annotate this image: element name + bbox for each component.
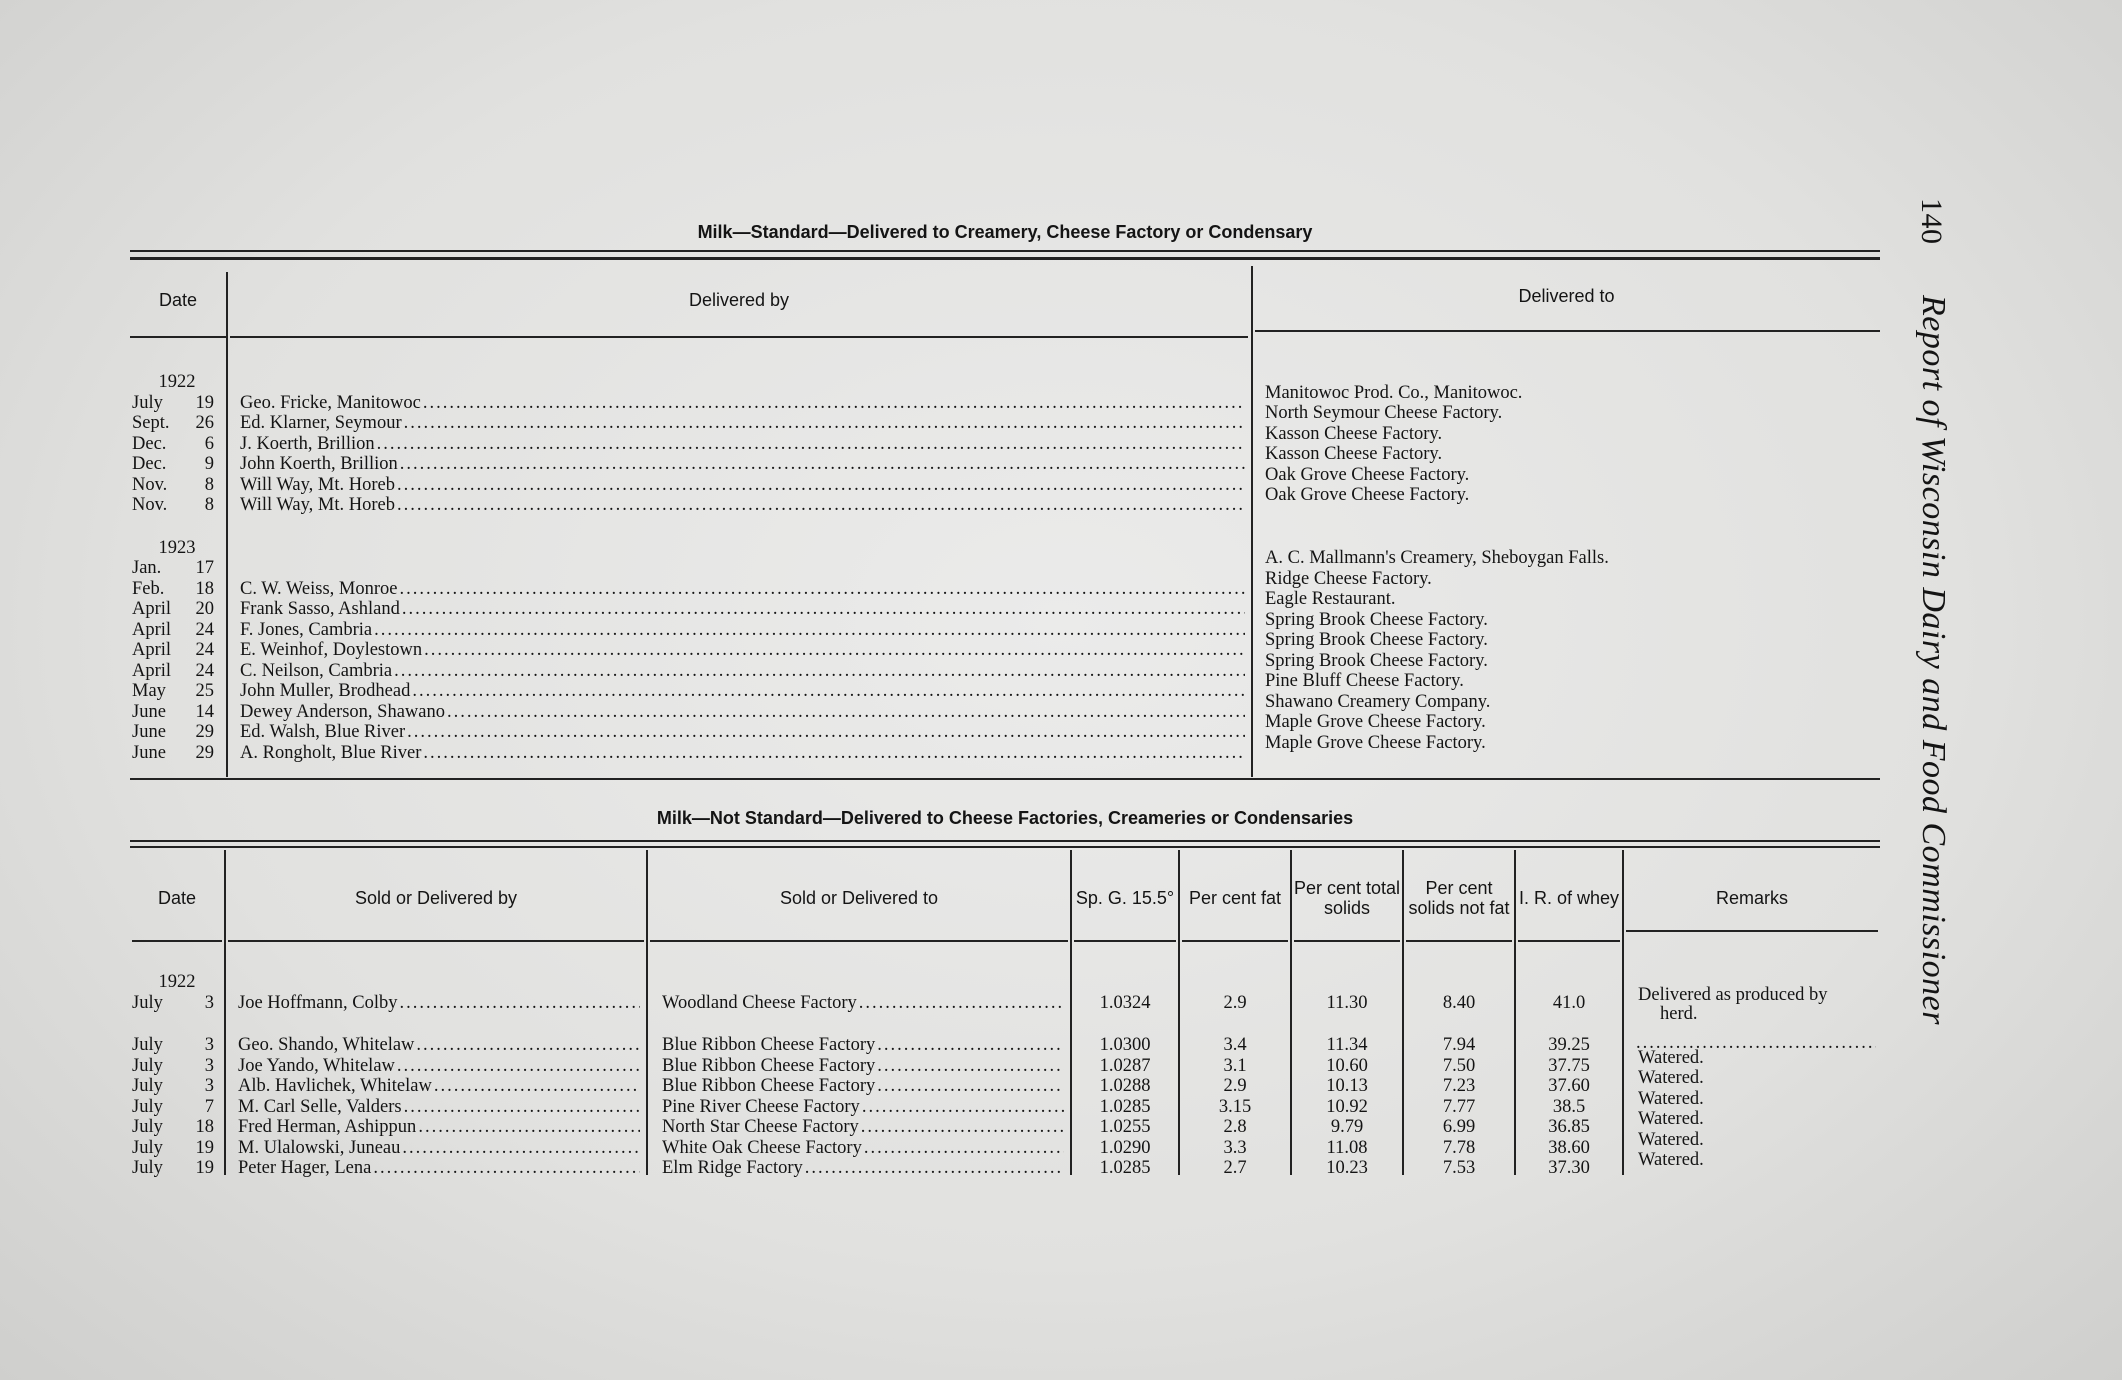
delivered-by xyxy=(240,454,1245,474)
table2-top-rule xyxy=(130,840,1880,842)
date-cell xyxy=(132,620,214,640)
date-day: 3 xyxy=(204,1035,214,1055)
sold-by xyxy=(238,993,640,1013)
table1-title: Milk—Standard—Delivered to Creamery, Cheese Factory or Condensary xyxy=(697,222,1313,242)
table2-header-snf: Per cent solids not fat xyxy=(1408,878,1510,918)
value-fat: 2.7 xyxy=(1223,1158,1247,1178)
delivered-by xyxy=(240,599,1245,619)
table1-header-rule xyxy=(230,336,1248,338)
delivered-by-text: Will Way, Mt. Horeb xyxy=(240,474,395,495)
date-day: 9 xyxy=(204,454,214,474)
value-ir: 38.5 xyxy=(1552,1096,1586,1117)
date-cell xyxy=(132,579,214,599)
value-total: 9.79 xyxy=(1330,1117,1364,1137)
delivered-by xyxy=(240,681,1245,701)
delivered-by xyxy=(240,434,1245,454)
sold-by xyxy=(238,1158,640,1178)
delivered-to: Ridge Cheese Factory. xyxy=(1265,568,1432,589)
sold-to-text: Blue Ribbon Cheese Factory xyxy=(662,1076,876,1096)
dot-leader xyxy=(423,743,1245,763)
date-cell xyxy=(132,434,214,454)
date-cell xyxy=(132,413,214,433)
sold-by xyxy=(238,1035,640,1055)
value-total: 10.92 xyxy=(1326,1096,1368,1117)
sold-to-text: White Oak Cheese Factory xyxy=(662,1137,862,1158)
sold-to xyxy=(662,1097,1064,1117)
date-month: April xyxy=(132,599,172,619)
delivered-by xyxy=(240,743,1245,763)
dot-leader xyxy=(402,599,1245,619)
sold-by-text: Geo. Shando, Whitelaw xyxy=(238,1035,415,1055)
table2-top-rule-2 xyxy=(130,846,1880,848)
date-cell xyxy=(132,393,214,413)
date-cell xyxy=(132,640,214,660)
dot-leader xyxy=(397,1056,640,1076)
sold-to xyxy=(662,1035,1064,1055)
sold-to xyxy=(662,1117,1064,1137)
date-month: April xyxy=(132,660,172,681)
date-day: 19 xyxy=(195,392,214,413)
value-spg: 1.0255 xyxy=(1099,1117,1151,1137)
sold-by xyxy=(238,1076,640,1096)
delivered-by-text: C. W. Weiss, Monroe xyxy=(240,578,398,599)
table1-bottom-rule xyxy=(130,778,1880,780)
dot-leader xyxy=(374,620,1245,640)
date-day: 3 xyxy=(204,993,214,1013)
table2-header-date: Date xyxy=(157,888,197,908)
dot-leader xyxy=(412,681,1245,701)
sold-by-text: Peter Hager, Lena xyxy=(238,1158,372,1178)
sold-to-text: Elm Ridge Factory xyxy=(662,1158,803,1178)
value-spg: 1.0290 xyxy=(1099,1137,1151,1158)
date-day: 19 xyxy=(195,1158,214,1178)
date-month: Dec. xyxy=(132,454,167,474)
date-day: 3 xyxy=(204,1055,214,1076)
remarks: Watered. xyxy=(1638,1068,1704,1088)
table2-header-rule xyxy=(228,940,644,942)
value-snf: 7.23 xyxy=(1442,1076,1476,1096)
delivered-by-text: E. Weinhof, Doylestown xyxy=(240,640,423,660)
sold-to-text: Woodland Cheese Factory xyxy=(662,993,857,1013)
delivered-by xyxy=(240,495,1245,515)
delivered-by-text: F. Jones, Cambria xyxy=(240,619,373,640)
delivered-to: Maple Grove Cheese Factory. xyxy=(1265,712,1486,732)
delivered-by-text: Frank Sasso, Ashland xyxy=(240,599,400,619)
year-label: 1923 xyxy=(158,537,196,558)
dot-leader xyxy=(861,1117,1064,1137)
table2-header-rule xyxy=(1626,930,1878,932)
delivered-to: Spring Brook Cheese Factory. xyxy=(1265,650,1488,671)
sold-to xyxy=(662,1158,1064,1178)
table2-header-rule xyxy=(1294,940,1400,942)
value-ir: 37.60 xyxy=(1548,1076,1590,1096)
date-cell xyxy=(132,681,214,701)
date-day: 18 xyxy=(195,578,214,599)
delivered-by-text: Ed. Walsh, Blue River xyxy=(240,722,406,742)
delivered-by xyxy=(240,475,1245,495)
sold-to xyxy=(662,993,1064,1013)
sold-to-text: Blue Ribbon Cheese Factory xyxy=(662,1055,876,1076)
date-cell xyxy=(132,558,214,578)
date-day: 19 xyxy=(195,1137,214,1158)
dot-leader xyxy=(377,434,1245,454)
delivered-to: Shawano Creamery Company. xyxy=(1265,691,1491,712)
date-month: Sept. xyxy=(132,413,170,433)
delivered-to: A. C. Mallmann's Creamery, Sheboygan Falls. xyxy=(1265,548,1609,568)
value-snf: 7.50 xyxy=(1442,1055,1476,1076)
value-ir: 41.0 xyxy=(1552,993,1586,1013)
table2-header-rule xyxy=(1406,940,1512,942)
dot-leader xyxy=(423,393,1245,413)
date-day: 24 xyxy=(195,660,214,681)
value-total: 10.60 xyxy=(1326,1055,1368,1076)
delivered-to: North Seymour Cheese Factory. xyxy=(1265,403,1503,423)
sold-by xyxy=(238,1138,640,1158)
remarks: Delivered as produced by xyxy=(1638,985,1828,1005)
date-cell xyxy=(132,1117,214,1137)
table2-header-by: Sold or Delivered by xyxy=(354,888,518,908)
dot-leader xyxy=(418,1117,640,1137)
date-cell xyxy=(132,1158,214,1178)
value-snf: 7.78 xyxy=(1442,1137,1476,1158)
date-cell xyxy=(132,1138,214,1158)
table1-col-divider xyxy=(1251,266,1253,777)
dot-leader xyxy=(397,475,1245,495)
date-month: Jan. xyxy=(132,558,162,578)
remarks: Watered. xyxy=(1638,1150,1704,1170)
table2-header-rule xyxy=(1074,940,1176,942)
delivered-by xyxy=(240,579,1245,599)
delivered-by xyxy=(240,413,1245,433)
date-cell xyxy=(132,661,214,681)
dot-leader xyxy=(805,1158,1064,1178)
date-cell xyxy=(132,1097,214,1117)
value-total: 10.13 xyxy=(1326,1076,1368,1096)
date-day: 7 xyxy=(204,1096,214,1117)
value-spg: 1.0287 xyxy=(1099,1055,1151,1076)
remarks: Watered. xyxy=(1638,1047,1704,1068)
value-ir: 38.60 xyxy=(1548,1137,1590,1158)
table1-col-divider xyxy=(226,272,228,777)
delivered-by-text: Ed. Klarner, Seymour xyxy=(240,413,402,433)
sold-to-text: North Star Cheese Factory xyxy=(662,1117,859,1137)
value-fat: 3.4 xyxy=(1223,1035,1247,1055)
delivered-by xyxy=(240,661,1245,681)
sold-by xyxy=(238,1056,640,1076)
sold-by-text: Joe Hoffmann, Colby xyxy=(238,993,398,1013)
delivered-by xyxy=(240,640,1245,660)
date-month: Nov. xyxy=(132,474,168,495)
date-month: July xyxy=(132,1117,163,1137)
date-day: 24 xyxy=(195,640,214,660)
year-label: 1922 xyxy=(158,972,196,992)
table2-header-rule xyxy=(1518,940,1620,942)
table1-header-rule xyxy=(130,336,226,338)
date-cell xyxy=(132,495,214,515)
remarks: Watered. xyxy=(1638,1109,1704,1129)
date-cell xyxy=(132,1076,214,1096)
value-fat: 2.8 xyxy=(1223,1117,1247,1137)
date-month: July xyxy=(132,1035,163,1055)
value-snf: 7.53 xyxy=(1442,1158,1476,1178)
sold-to xyxy=(662,1056,1064,1076)
delivered-to: Oak Grove Cheese Factory. xyxy=(1265,485,1470,505)
delivered-by-text: Geo. Fricke, Manitowoc xyxy=(240,392,421,413)
date-month: July xyxy=(132,1055,163,1076)
date-day: 17 xyxy=(195,558,214,578)
delivered-to: Maple Grove Cheese Factory. xyxy=(1265,732,1486,753)
remarks: Watered. xyxy=(1638,1088,1704,1109)
delivered-by xyxy=(240,393,1245,413)
dot-leader xyxy=(859,993,1064,1013)
value-ir: 37.30 xyxy=(1548,1158,1590,1178)
sold-to-text: Pine River Cheese Factory xyxy=(662,1096,860,1117)
dot-leader xyxy=(397,495,1245,515)
date-day: 18 xyxy=(195,1117,214,1137)
value-ir: 37.75 xyxy=(1548,1055,1590,1076)
sold-by-text: Fred Herman, Ashippun xyxy=(238,1117,417,1137)
delivered-by xyxy=(240,620,1245,640)
value-fat: 2.9 xyxy=(1223,1076,1247,1096)
date-month: July xyxy=(132,392,163,413)
value-spg: 1.0324 xyxy=(1099,993,1151,1013)
page-number: 140 xyxy=(1915,198,1948,245)
table2-header-to: Sold or Delivered to xyxy=(779,888,939,908)
value-fat: 3.15 xyxy=(1218,1096,1252,1117)
remarks: Watered. xyxy=(1638,1129,1704,1150)
value-spg: 1.0285 xyxy=(1099,1158,1151,1178)
sold-by xyxy=(238,1097,640,1117)
value-spg: 1.0300 xyxy=(1099,1035,1151,1055)
delivered-by xyxy=(240,702,1245,722)
date-month: June xyxy=(132,722,166,742)
delivered-by xyxy=(240,722,1245,742)
dot-leader xyxy=(862,1097,1064,1117)
date-cell xyxy=(132,743,214,763)
dot-leader xyxy=(877,1076,1064,1096)
table1-top-rule xyxy=(130,250,1880,252)
value-total: 10.23 xyxy=(1326,1158,1368,1178)
table2-title: Milk—Not Standard—Delivered to Cheese Factories, Creameries or Condensaries xyxy=(656,808,1354,828)
value-ir: 36.85 xyxy=(1548,1117,1590,1137)
value-snf: 7.94 xyxy=(1442,1035,1476,1055)
delivered-by-text: Will Way, Mt. Horeb xyxy=(240,495,395,515)
table1-header-delivered-to: Delivered to xyxy=(1518,286,1615,306)
value-total: 11.08 xyxy=(1326,1137,1368,1158)
date-day: 8 xyxy=(204,495,214,515)
table2-header-rule xyxy=(132,940,222,942)
date-day: 26 xyxy=(195,413,214,433)
running-head: Report of Wisconsin Dairy and Food Commissioner xyxy=(1915,295,1952,1025)
delivered-to: Oak Grove Cheese Factory. xyxy=(1265,464,1470,485)
value-fat: 2.9 xyxy=(1223,993,1247,1013)
date-day: 8 xyxy=(204,474,214,495)
sold-by-text: Alb. Havlichek, Whitelaw xyxy=(238,1076,432,1096)
sold-by-text: M. Ulalowski, Juneau xyxy=(238,1137,401,1158)
table2-header-fat: Per cent fat xyxy=(1188,888,1282,908)
delivered-to: Pine Bluff Cheese Factory. xyxy=(1265,671,1464,691)
delivered-to: Manitowoc Prod. Co., Manitowoc. xyxy=(1265,382,1523,403)
table1-header-rule xyxy=(1255,330,1880,332)
dot-leader xyxy=(877,1056,1064,1076)
date-month: April xyxy=(132,640,172,660)
table1-header-date: Date xyxy=(158,290,198,310)
sold-to-text: Blue Ribbon Cheese Factory xyxy=(662,1035,876,1055)
delivered-by-text: John Koerth, Brillion xyxy=(240,454,398,474)
remarks-cont: herd. xyxy=(1660,1004,1698,1024)
table2-header-rule xyxy=(650,940,1068,942)
date-month: July xyxy=(132,1158,163,1178)
dot-leader xyxy=(877,1035,1064,1055)
dot-leader xyxy=(407,722,1245,742)
dot-leader xyxy=(373,1158,640,1178)
date-month: July xyxy=(132,1076,163,1096)
delivered-by-text: Dewey Anderson, Shawano xyxy=(240,701,445,722)
date-month: June xyxy=(132,701,166,722)
dot-leader xyxy=(416,1035,640,1055)
value-spg: 1.0285 xyxy=(1099,1096,1151,1117)
dot-leader xyxy=(399,993,640,1013)
delivered-by-text: John Muller, Brodhead xyxy=(240,681,411,701)
dot-leader xyxy=(447,702,1245,722)
date-cell xyxy=(132,1035,214,1055)
value-snf: 7.77 xyxy=(1442,1096,1476,1117)
date-month: May xyxy=(132,681,166,701)
date-month: Dec. xyxy=(132,433,167,454)
sold-by xyxy=(238,1117,640,1137)
delivered-to: Kasson Cheese Factory. xyxy=(1265,444,1443,464)
date-day: 29 xyxy=(195,722,214,742)
value-snf: 6.99 xyxy=(1442,1117,1476,1137)
dot-leader xyxy=(864,1138,1064,1158)
date-day: 3 xyxy=(204,1076,214,1096)
sold-by-text: Joe Yando, Whitelaw xyxy=(238,1055,395,1076)
value-fat: 3.3 xyxy=(1223,1137,1247,1158)
dot-leader xyxy=(400,579,1246,599)
delivered-to: Spring Brook Cheese Factory. xyxy=(1265,630,1488,650)
delivered-by-text: C. Neilson, Cambria xyxy=(240,660,393,681)
dot-leader xyxy=(394,661,1245,681)
table2-header-remarks: Remarks xyxy=(1715,888,1788,908)
value-total: 11.30 xyxy=(1326,993,1368,1013)
date-cell xyxy=(132,475,214,495)
date-cell xyxy=(132,993,214,1013)
date-month: April xyxy=(132,619,172,640)
dot-leader xyxy=(400,454,1245,474)
delivered-by-text: J. Koerth, Brillion xyxy=(240,433,375,454)
date-cell xyxy=(132,702,214,722)
delivered-to: Kasson Cheese Factory. xyxy=(1265,423,1443,444)
date-cell xyxy=(132,722,214,742)
date-month: June xyxy=(132,742,166,763)
year-label: 1922 xyxy=(158,372,196,392)
dot-leader xyxy=(402,1138,640,1158)
table2-header-total: Per cent total solids xyxy=(1293,878,1401,918)
sold-by-text: M. Carl Selle, Valders xyxy=(238,1096,402,1117)
date-cell xyxy=(132,599,214,619)
delivered-to: Spring Brook Cheese Factory. xyxy=(1265,609,1488,630)
value-total: 11.34 xyxy=(1326,1035,1368,1055)
dot-leader xyxy=(434,1076,640,1096)
dot-leader xyxy=(424,640,1245,660)
value-ir: 39.25 xyxy=(1548,1035,1590,1055)
date-month: July xyxy=(132,1096,163,1117)
delivered-to: Eagle Restaurant. xyxy=(1265,589,1396,609)
value-fat: 3.1 xyxy=(1223,1055,1247,1076)
sold-to xyxy=(662,1076,1064,1096)
date-day: 24 xyxy=(195,619,214,640)
date-month: July xyxy=(132,1137,163,1158)
date-day: 25 xyxy=(195,681,214,701)
date-month: Feb. xyxy=(132,578,165,599)
dot-leader xyxy=(404,413,1245,433)
value-spg: 1.0288 xyxy=(1099,1076,1151,1096)
date-day: 20 xyxy=(195,599,214,619)
date-month: July xyxy=(132,993,163,1013)
date-day: 6 xyxy=(204,433,214,454)
table2-header-spg: Sp. G. 15.5° xyxy=(1075,888,1175,908)
table2-header-ir: I. R. of whey xyxy=(1518,888,1620,908)
date-month: Nov. xyxy=(132,495,168,515)
table2-header-rule xyxy=(1182,940,1288,942)
dot-leader xyxy=(404,1097,640,1117)
sold-to xyxy=(662,1138,1064,1158)
date-cell xyxy=(132,1056,214,1076)
value-snf: 8.40 xyxy=(1442,993,1476,1013)
date-cell xyxy=(132,454,214,474)
date-day: 29 xyxy=(195,742,214,763)
date-day: 14 xyxy=(195,701,214,722)
table1-top-rule-2 xyxy=(130,257,1880,260)
delivered-by-text: A. Rongholt, Blue River xyxy=(240,742,422,763)
table1-header-delivered-by: Delivered by xyxy=(688,290,790,310)
